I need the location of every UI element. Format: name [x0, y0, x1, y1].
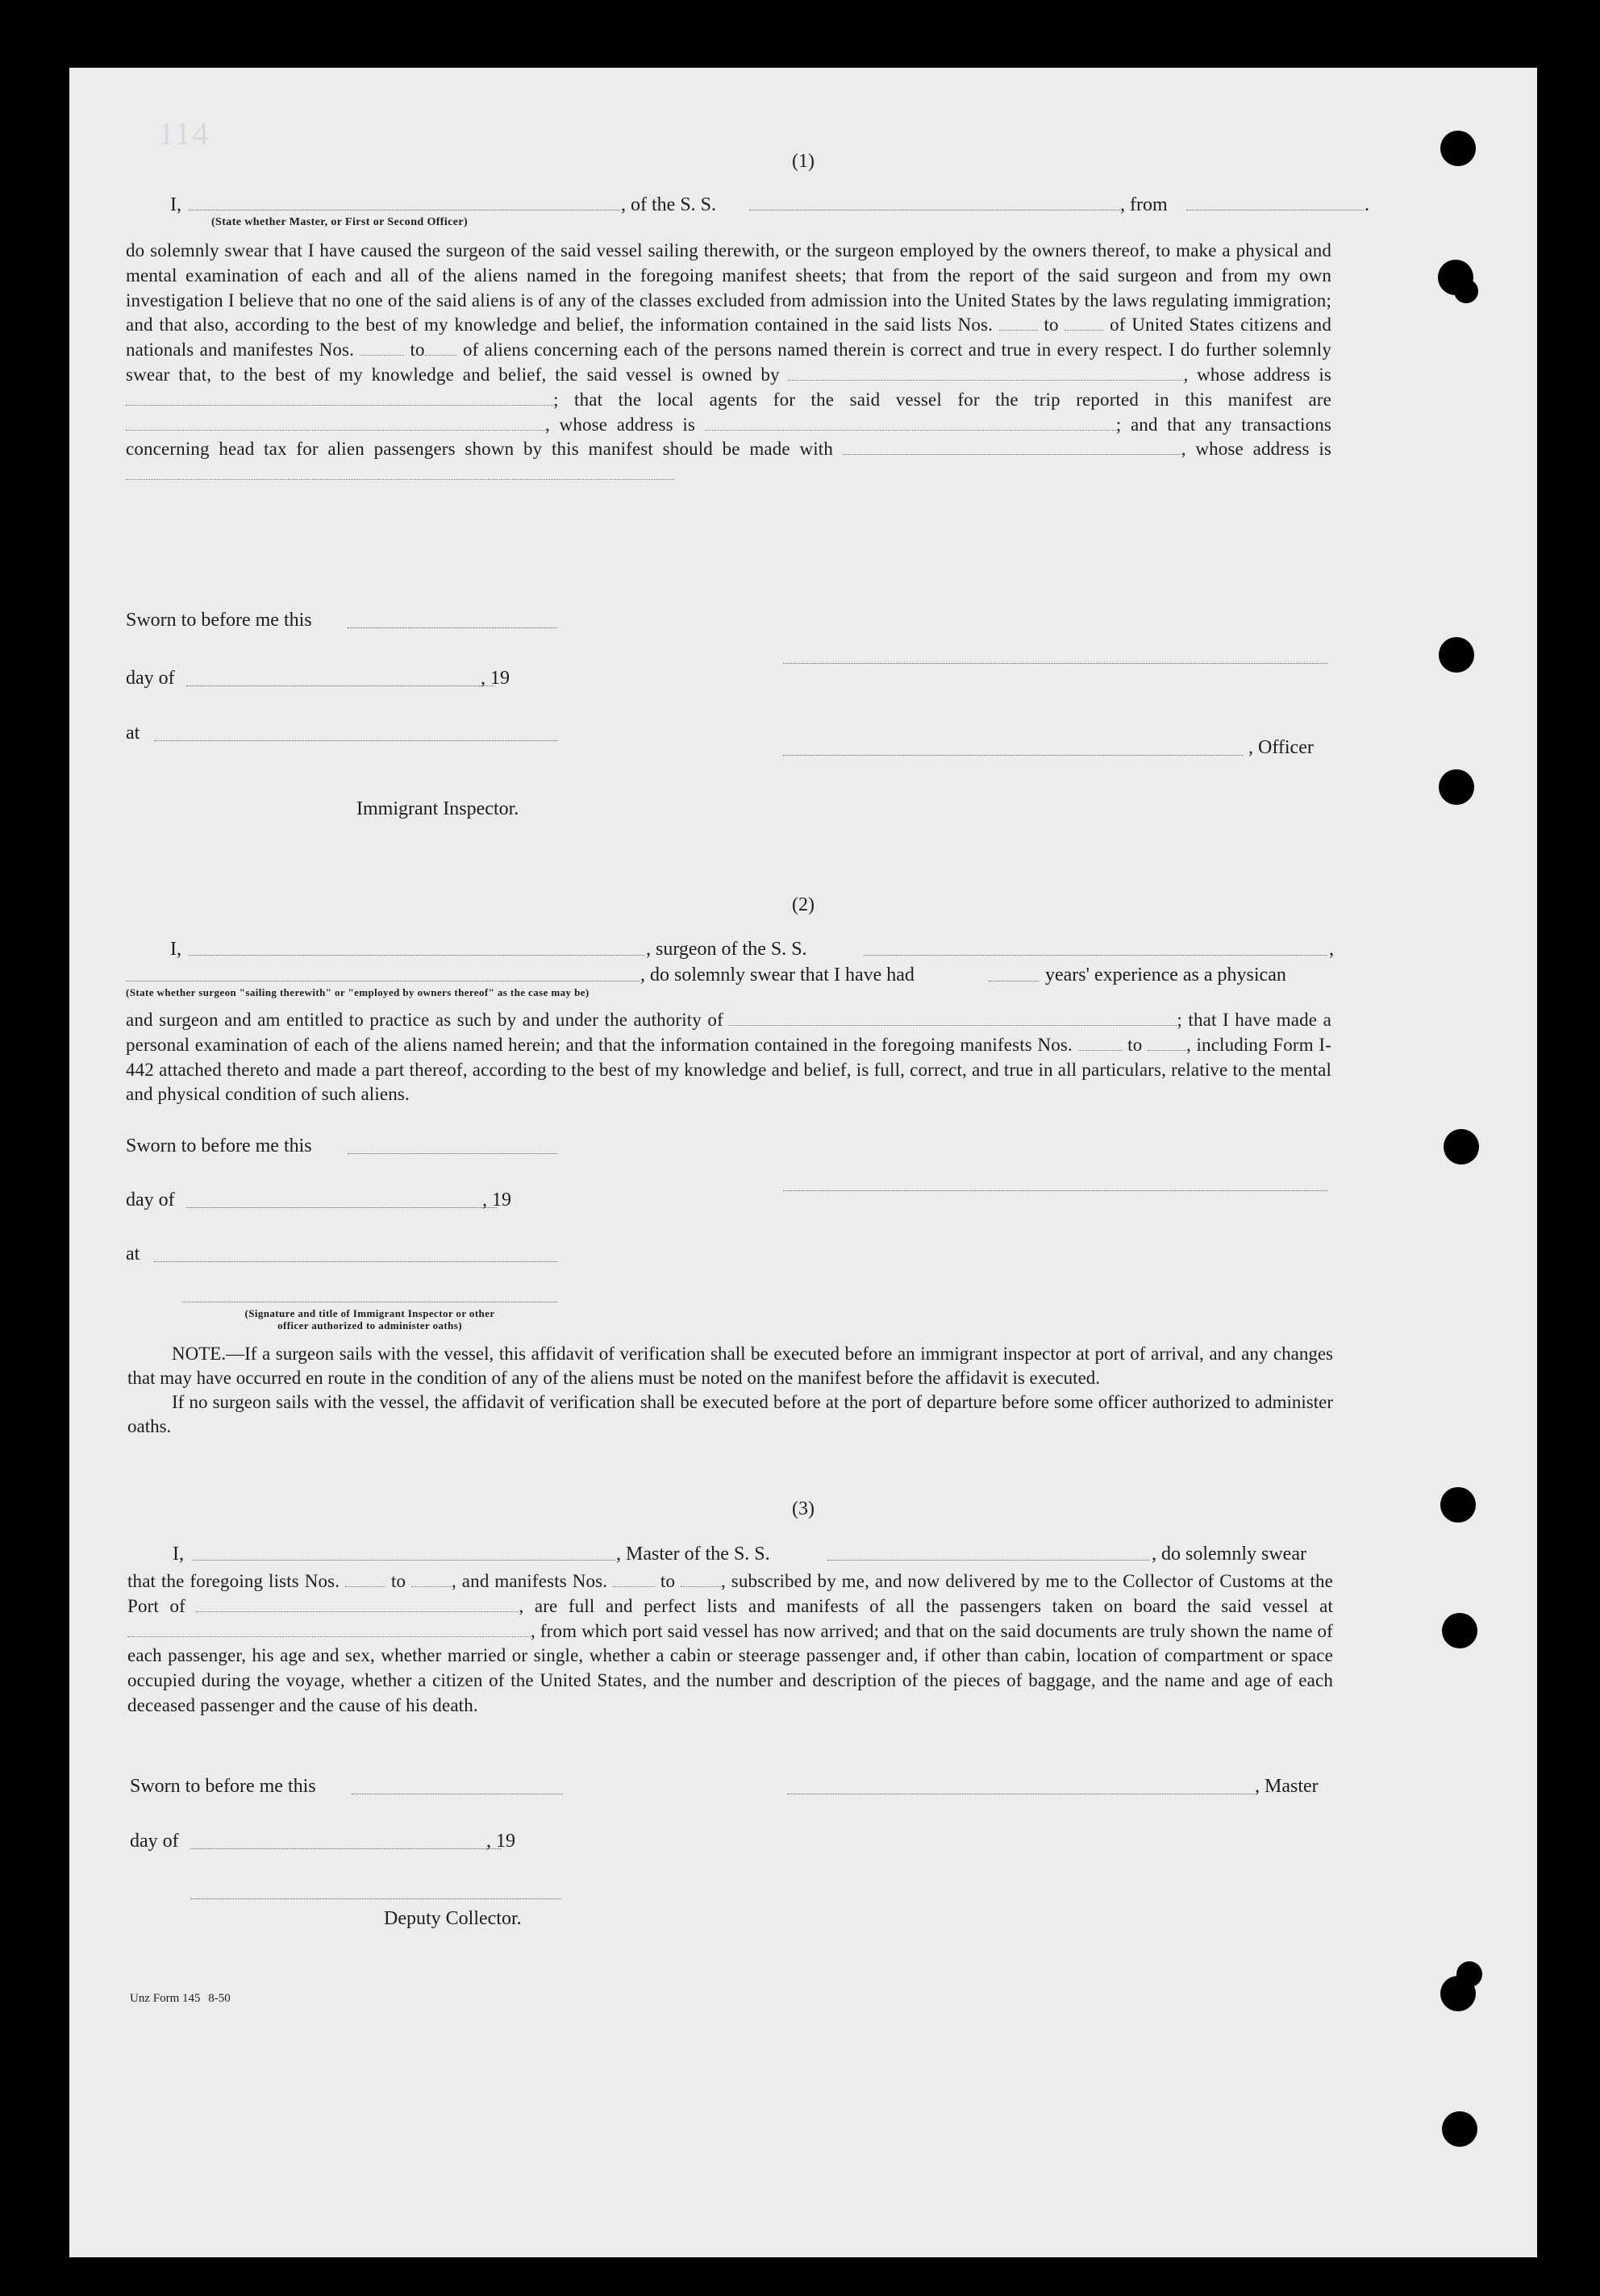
s1-p4: ; and that any transactions concerning head tax for alien passengers shown by this manifest should be made with	[126, 414, 1331, 460]
s2-sig-note	[158, 1307, 581, 1331]
s2-i-label: I,	[170, 939, 181, 960]
s1-manifest-from-blank	[360, 343, 404, 356]
s1-p1: do solemnly swear that I have caused the surgeon of the said vessel sailing therewith, or the surgeon employed by the owners thereof, to make a physical and mental examination of each and all of the aliens named in the foregoing manifest sheets; that from the report of the said surgeon and from my own investigation I believe that no one of the said aliens is of any of the classes excluded from admission into the United States by the laws regulating immigration; and that also, according to the best of my knowledge and belief, the information contained in the said lists Nos.	[126, 240, 1331, 335]
s1-of-us: of United States citizens and nationals and manifestes Nos.	[126, 315, 1331, 360]
s1-i-label: I,	[170, 194, 181, 215]
s3-to-2: to	[660, 1571, 676, 1591]
s1-oath-text	[126, 239, 1331, 487]
s1-officer-line	[783, 755, 1243, 756]
header-mark: 114	[158, 115, 210, 152]
s1-signature-line	[783, 663, 1327, 664]
s1-of-ss-label: , of the S. S.	[621, 194, 717, 215]
s3-embark-port-blank	[127, 1624, 531, 1637]
s3-swear-label: , do solemnly swear	[1152, 1544, 1306, 1565]
s1-officer-note: (State whether Master, or First or Second Officer)	[211, 216, 469, 228]
punch-hole	[1454, 279, 1478, 303]
s1-headtax-blank	[843, 442, 1181, 455]
s2-oath-text	[126, 1008, 1331, 1107]
s1-from-label: , from	[1120, 194, 1168, 215]
form-code: 8-50	[208, 1992, 231, 2005]
s1-sworn-blank	[348, 627, 557, 628]
form-number: Unz Form 145	[130, 1992, 201, 2005]
s1-owner-blank	[788, 368, 1183, 381]
s2-years-label: years' experience as a physican	[1045, 965, 1286, 985]
s3-deputy-sig-line	[190, 1898, 561, 1899]
s2-sworn-label: Sworn to before me this	[126, 1135, 312, 1156]
s1-agents-address-blank	[705, 418, 1116, 431]
form-footer	[130, 1992, 231, 2006]
s1-to: to	[1044, 315, 1059, 335]
s2-vessel-blank	[864, 955, 1327, 956]
s2-note-2: If no surgeon sails with the vessel, the affidavit of verification shall be executed before at the port of departure before some officer authorized to administer oaths.	[127, 1392, 1333, 1436]
s3-master-label: , Master	[1255, 1776, 1319, 1797]
s2-comma: ,	[1329, 939, 1334, 960]
s3-port-blank	[196, 1599, 519, 1612]
s2-note-1: NOTE.—If a surgeon sails with the vessel, this affidavit of verification shall be executed before an immigrant inspector at port of arrival, and any changes that may have occurred en route in the condition of any of the aliens must be noted on the manifest before the affidavit is executed.	[127, 1344, 1333, 1388]
punch-hole	[1440, 1487, 1476, 1523]
s2-signature-line	[783, 1190, 1327, 1191]
punch-hole	[1442, 1613, 1477, 1648]
s3-oath-text	[127, 1569, 1333, 1719]
punch-hole	[1456, 1961, 1482, 1987]
s2-day-of-label: day of	[126, 1190, 175, 1211]
s1-at-label: at	[126, 723, 140, 744]
s3-manifest-to-blank	[681, 1574, 721, 1587]
s3-p1a: that the foregoing lists Nos.	[127, 1571, 340, 1591]
s2-semicolon: ;	[1177, 1010, 1182, 1030]
section-2-number: (2)	[792, 894, 815, 915]
s2-sig-note-1: (Signature and title of Immigrant Inspector or other	[244, 1307, 495, 1319]
s1-p2: of aliens concerning each of the persons named therein is correct and true in every respect. I do further solemnly swear that, to the best of my knowledge and belief, the said vessel is owned by	[126, 340, 1331, 385]
s2-year-label: , 19	[482, 1190, 511, 1211]
s2-sworn-blank	[348, 1153, 557, 1154]
s1-sworn-label: Sworn to before me this	[126, 610, 312, 631]
s2-day-blank	[186, 1207, 497, 1208]
s2-sig-note-2: officer authorized to administer oaths)	[277, 1319, 462, 1331]
section-1-number: (1)	[792, 151, 815, 172]
form-page	[69, 68, 1537, 2257]
s3-sworn-label: Sworn to before me this	[130, 1776, 316, 1797]
punch-hole	[1439, 637, 1474, 673]
s3-year-label: , 19	[486, 1831, 515, 1852]
s2-to: to	[1127, 1034, 1143, 1055]
s3-p1c: , subscribed by me, and now delivered by me to the Collector of Customs at the Port of	[127, 1571, 1334, 1616]
s2-surgeon-of-label: , surgeon of the S. S.	[646, 939, 807, 960]
s2-at-blank	[154, 1261, 557, 1262]
s1-owner-address-blank	[126, 393, 553, 406]
s3-p1e: , from which port said vessel has now arrived; and that on the said documents are truly shown the name of each passenger, his age and sex, whether married or single, whether a cabin or steerage passenger and, if other than cabin, location of compartment or space occupied during the voyage, whether a citizen of the United States, and the number and description of the pieces of baggage, and the name and age of each deceased passenger and the cause of his death.	[127, 1620, 1333, 1715]
s1-period: .	[1365, 194, 1369, 215]
s1-officer-label: , Officer	[1248, 737, 1314, 758]
s3-list-to-blank	[411, 1574, 452, 1587]
punch-hole	[1444, 1129, 1479, 1165]
s3-i-label: I,	[173, 1544, 184, 1565]
s1-at-blank	[154, 740, 557, 741]
s3-day-of-label: day of	[130, 1831, 179, 1852]
s2-surgeon-note: (State whether surgeon "sailing therewith" or "employed by owners thereof" as the case may be)	[126, 986, 590, 998]
s1-day-blank	[186, 685, 494, 686]
punch-hole	[1439, 769, 1474, 805]
s3-name-blank	[192, 1560, 615, 1561]
s1-whose-address-is: , whose address is	[545, 414, 696, 435]
s3-deputy-label: Deputy Collector.	[384, 1908, 522, 1929]
s3-vessel-blank	[827, 1560, 1150, 1561]
s1-list-to-blank	[1065, 318, 1103, 331]
s3-day-blank	[190, 1848, 501, 1849]
s2-manifest-to-blank	[1148, 1038, 1186, 1051]
s1-to2: to	[410, 340, 425, 360]
s1-manifest-to-blank	[425, 343, 457, 356]
s2-p1: and surgeon and am entitled to practice as such by and under the authority of	[126, 1010, 723, 1030]
s2-manifest-from-blank	[1078, 1038, 1123, 1051]
s2-p2a: that I have made a personal examination of each of the aliens named herein; and that the information contained in the foregoing manifests Nos.	[126, 1010, 1331, 1055]
s2-at-label: at	[126, 1244, 140, 1265]
s3-to: to	[390, 1571, 406, 1591]
s1-day-of-label: day of	[126, 668, 175, 689]
s1-headtax-address-blank	[126, 467, 674, 480]
s3-p1d: , are full and perfect lists and manifests of all the passengers taken on board the said vessel at	[519, 1595, 1333, 1616]
section-3-number: (3)	[792, 1498, 815, 1519]
s1-whose-address: , whose address is	[1183, 364, 1332, 385]
s2-swear-label: , do solemnly swear that I have had	[640, 965, 915, 985]
punch-hole	[1440, 131, 1476, 166]
s3-list-from-blank	[345, 1574, 385, 1587]
punch-hole	[1442, 2111, 1477, 2147]
s1-whose-address-last: whose address is	[1195, 439, 1331, 460]
s3-master-of-label: , Master of the S. S.	[616, 1544, 770, 1565]
s1-year-label: , 19	[481, 668, 510, 689]
s3-p1b: , and manifests Nos.	[452, 1571, 608, 1591]
s2-name-blank	[189, 955, 644, 956]
s2-notes	[127, 1342, 1333, 1439]
s2-authority-blank	[729, 1013, 1177, 1026]
s2-p2b: , including Form I-442 attached thereto and made a part thereof, according to the best of my knowledge and belief, is full, correct, and true in all particulars, relative to the mental and physical condition of such aliens.	[126, 1034, 1332, 1105]
s1-agents-blank	[126, 418, 545, 431]
s1-inspector-label: Immigrant Inspector.	[356, 798, 519, 819]
s1-p3: ; that the local agents for the said vessel for the trip reported in this manifest are	[553, 389, 1331, 410]
s3-manifest-from-blank	[613, 1574, 655, 1587]
s1-comma: ,	[1181, 439, 1186, 460]
s1-list-from-blank	[999, 318, 1038, 331]
